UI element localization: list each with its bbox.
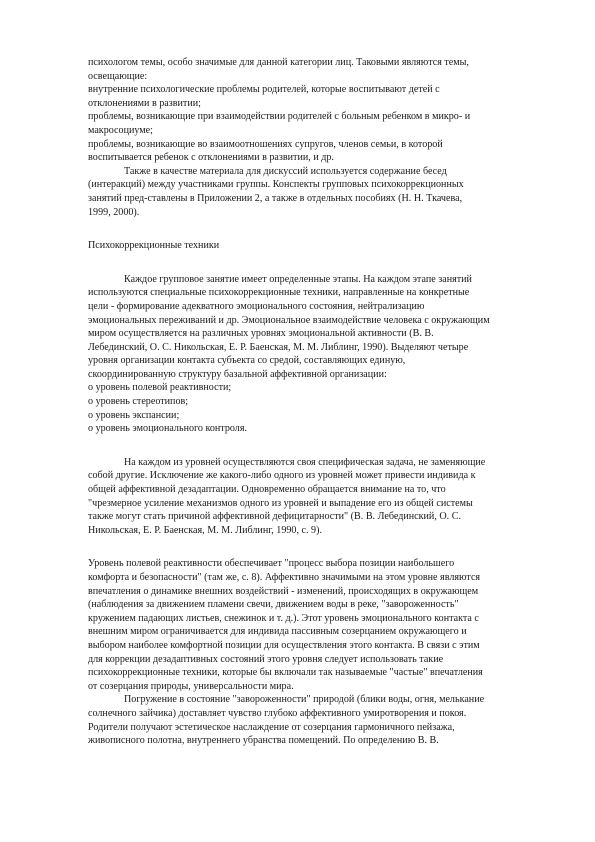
text-line: Лебединский, О. С. Никольская, Е. Р. Баенская, М. М. Либлинг, 1990). Выделяют четыре: [88, 341, 469, 353]
text-line: освещающие:: [88, 70, 148, 82]
list-item: о уровень экспансии;: [88, 409, 180, 421]
text-line: психокоррекционные техники, которые бы включали так называемые "частые" впечатления: [88, 667, 483, 679]
text-line: выбором наиболее комфортной позиции для осуществления этого контакта. В связи с этим: [88, 639, 480, 651]
text-line: солнечного зайчика) доставляет чувство глубоко аффективного умиротворения и покоя.: [88, 707, 467, 719]
page-content: [88, 56, 548, 748]
text-line: внутренние психологические проблемы родителей, которые воспитывают детей с: [88, 84, 440, 96]
paragraph-group-sessions: [88, 273, 548, 382]
list-item: о уровень полевой реактивности;: [88, 382, 232, 394]
text-line: живописного полотна, внутреннего убранства помещений. По определению В. В.: [88, 735, 439, 747]
text-line: "чрезмерное усиление механизмов одного из уровней и выпадение его из общей системы: [88, 497, 473, 509]
text-line: миром осуществляется на различных уровнях эмоциональной активности (В. В.: [88, 328, 434, 340]
paragraph-topics: [88, 56, 548, 165]
text-line: воспитывается ребенок с отклонениями в развитии, и др.: [88, 152, 334, 164]
levels-list: [88, 381, 548, 435]
paragraph-immersion: [88, 693, 548, 747]
text-line: Каждое групповое занятие имеет определенные этапы. На каждом этапе занятий: [124, 273, 472, 285]
text-line: (интеракций) между участниками группы. Конспекты групповых психокоррекционных: [88, 179, 464, 191]
text-line: макросоциуме;: [88, 124, 153, 136]
text-line: 1999, 2000).: [88, 206, 140, 218]
text-line: используются специальные психокоррекционные техники, направленные на конкретные: [88, 287, 470, 299]
text-line: проблемы, возникающие во взаимоотношениях супругов, членов семьи, в которой: [88, 138, 443, 150]
paragraph-levels-tasks: [88, 456, 548, 538]
text-line: занятий пред-ставлены в Приложении 2, а также в отдельных пособиях (Н. Н. Ткачева,: [88, 192, 463, 204]
text-line: от созерцания природы, универсальности мира.: [88, 680, 294, 692]
text-line: психологом темы, особо значимые для данной категории лиц. Таковыми являются темы,: [88, 57, 469, 68]
text-line: уровня организации контакта субъекта со средой, составляющих единую,: [88, 355, 406, 367]
list-item: о уровень эмоционального контроля.: [88, 423, 248, 435]
list-item: о уровень стереотипов;: [88, 396, 189, 408]
text-line: Родители получают эстетическое наслаждение от созерцания гармоничного пейзажа,: [88, 721, 455, 733]
text-line: скоординированную структуру базальной аффективной организации:: [88, 368, 387, 380]
text-line: Уровень полевой реактивности обеспечивает "процесс выбора позиции наибольшего: [88, 558, 455, 570]
paragraph-discussion-material: [88, 165, 548, 219]
text-line: также могут стать причиной аффективной дефицитарности" (В. В. Лебединский, О. С.: [88, 511, 461, 523]
text-line: отклонениями в развитии;: [88, 97, 201, 109]
text-line: Погружение в состояние "завороженности" природой (блики воды, огня, мелькание: [124, 694, 485, 706]
section-heading: Психокоррекционные техники: [88, 240, 220, 252]
text-line: Также в качестве материала для дискуссий используется содержание бесед: [124, 165, 447, 177]
text-line: собой другие. Исключение же какого-либо одного из уровней может привести индивида к: [88, 470, 476, 482]
text-line: Никольская, Е. Р. Баенская, М. М. Либлинг, 1990, с. 9).: [88, 524, 322, 536]
text-line: комфорта и безопасности" (там же, с. 8). Аффективно значимыми на этом уровне являются: [88, 572, 481, 583]
text-line: цели - формирование адекватного эмоционального состояния, нейтрализацию: [88, 300, 425, 312]
paragraph-field-reactivity: [88, 557, 548, 693]
text-line: (наблюдения за движением пламени свечи, движением воды в реке, "завороженность": [88, 599, 459, 611]
text-line: впечатления о динамике внешних воздействий - изменений, происходящих в окружающем: [88, 585, 479, 597]
text-line: внешним миром ограничивается для индивида пассивным созерцанием окружающего и: [88, 626, 467, 638]
text-line: проблемы, возникающие при взаимодействии родителей с больным ребенком в микро- и: [88, 111, 471, 123]
text-line: кружением падающих листьев, снежинок и т. д.). Этот уровень эмоционального контакта с: [88, 612, 479, 624]
text-line: На каждом из уровней осуществляются своя специфическая задача, не заменяющие: [124, 456, 486, 468]
text-line: для коррекции дезадаптивных состояний этого уровня следует использовать такие: [88, 653, 444, 665]
text-line: эмоциональных переживаний и др. Эмоциональное взаимодействие человека с окружающим: [88, 314, 490, 326]
text-line: общей аффективной дезадаптации. Одновременно обращается внимание на то, что: [88, 484, 446, 496]
